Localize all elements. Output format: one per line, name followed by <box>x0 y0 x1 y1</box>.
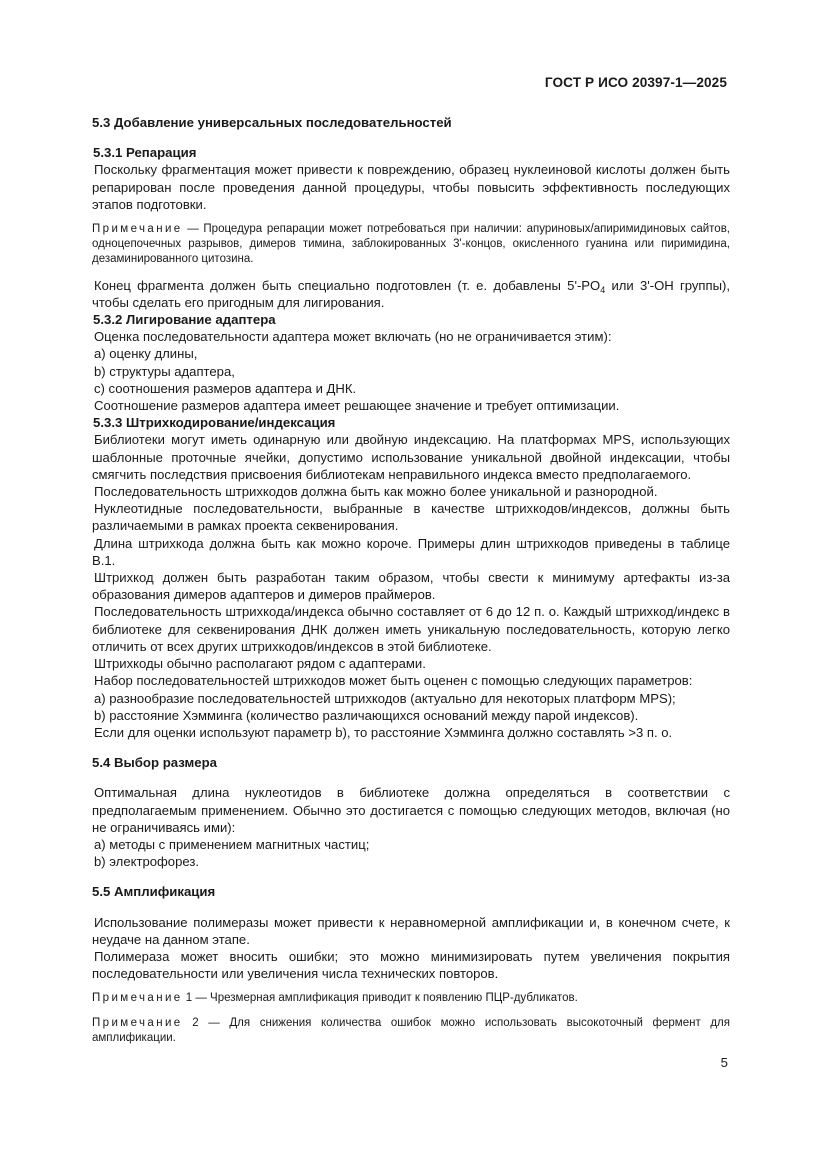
document-body <box>92 114 730 1046</box>
section-5-3-title: 5.3 Добавление универсальных последовательностей <box>92 115 452 130</box>
paragraph: Соотношение размеров адаптера имеет решающее значение и требует оптимизации. <box>94 398 620 414</box>
paragraph: Полимераза может вносить ошибки; это можно минимизировать путем увеличения покрытия последовательности или увеличения числа технических повторов. <box>92 948 730 982</box>
paragraph: Поскольку фрагментация может привести к повреждению, образец нуклеиновой кислоты должен быть репарирован после проведения данной процедуры, чтобы повысить эффективность последующих этапов подготовки. <box>92 162 730 212</box>
paragraph: Штрихкоды обычно располагают рядом с адаптерами. <box>94 656 426 672</box>
paragraph-part: или 3'-OH группы), чтобы сделать его пригодным для лигирования. <box>92 277 731 310</box>
paragraph: Использование полимеразы может привести к неравномерной амплификации и, в конечном счете, к неудаче на данном этапе. <box>92 914 730 947</box>
document-code: ГОСТ Р ИСО 20397-1—2025 <box>544 75 727 90</box>
page-number: 5 <box>720 1055 728 1070</box>
paragraph: Библиотеки могут иметь одинарную или двойную индексацию. На платформах MPS, использующих шаблонные проточные ячейки, допустимо использование уникальной двойной индексации, чтобы смягчить последствия присвоения библиотекам неправильного индекса вместо предполагаемого. <box>92 432 730 482</box>
note-label: Примечание <box>92 223 183 236</box>
paragraph: Оценка последовательности адаптера может включать (но не ограничивается этим): <box>94 329 612 345</box>
subscript: 4 <box>600 284 606 295</box>
list-item: b) структуры адаптера, <box>94 363 235 379</box>
paragraph: Оптимальная длина нуклеотидов в библиотеке должна определяться в соответствии с предполагаемым применением. Обычно это достигается с помощью следующих методов, включая (но не ограничиваясь ими): <box>92 785 730 835</box>
section-5-3-3-title: 5.3.3 Штрихкодирование/индексация <box>93 415 336 431</box>
note <box>92 1016 730 1046</box>
section-5-5-title: 5.5 Амплификация <box>92 884 216 900</box>
list-item: a) оценку длины, <box>94 346 198 362</box>
list-item: a) методы с применением магнитных частиц; <box>94 836 370 852</box>
paragraph: Штрихкод должен быть разработан таким образом, чтобы свести к минимуму артефакты из-за образования димеров адаптеров и димеров праймеров. <box>92 570 730 603</box>
section-5-3-1-title: 5.3.1 Репарация <box>93 145 197 161</box>
note <box>92 991 730 1006</box>
paragraph: Длина штрихкода должна быть как можно короче. Примеры длин штрихкодов приведены в таблице B.1. <box>92 535 730 568</box>
list-item: a) разнообразие последовательностей штрихкодов (актуально для некоторых платформ MPS); <box>94 690 676 706</box>
section-5-3-2-title: 5.3.2 Лигирование адаптера <box>93 312 276 328</box>
paragraph: Набор последовательностей штрихкодов может быть оценен с помощью следующих параметров: <box>94 673 693 689</box>
list-item: b) расстояние Хэмминга (количество различающихся оснований между парой индексов). <box>94 707 639 723</box>
note-text: 1 — Чрезмерная амплификация приводит к появлению ПЦР-дубликатов. <box>182 992 578 1005</box>
paragraph: Нуклеотидные последовательности, выбранные в качестве штрихкодов/индексов, должны быть различаемыми в рамках проекта секвенирования. <box>92 501 730 534</box>
section-5-4-title: 5.4 Выбор размера <box>92 755 217 771</box>
paragraph-part: Конец фрагмента должен быть специально подготовлен (т. е. добавлены 5'-PO <box>94 277 601 293</box>
note-text: — Процедура репарации может потребоваться при наличии: апуриновых/апиримидиновых сайтов, одноцепочечных разрывов, димеров тимина, заблокированных 3'-концов, окисленного гуанина или пиримидина, дезаминированного цитозина. <box>92 223 730 266</box>
list-item: b) электрофорез. <box>94 854 200 870</box>
paragraph <box>92 277 730 311</box>
note-label: Примечание <box>92 1016 183 1029</box>
note-text: 2 — Для снижения количества ошибок можно использовать высокоточный фермент для амплификации. <box>92 1016 730 1044</box>
paragraph: Если для оценки используют параметр b), то расстояние Хэмминга должно составлять >3 п. о. <box>94 724 673 740</box>
list-item: c) соотношения размеров адаптера и ДНК. <box>94 380 357 396</box>
note-label: Примечание <box>92 992 183 1005</box>
paragraph: Последовательность штрихкодов должна быть как можно более уникальной и разнородной. <box>94 484 658 500</box>
paragraph: Последовательность штрихкода/индекса обычно составляет от 6 до 12 п. о. Каждый штрихкод/индекс в библиотеке для секвенирования ДНК должен иметь уникальную последовательность, которую легко отличить от всех других штрихкодов/индексов в этой библиотеке. <box>92 604 730 654</box>
note <box>92 222 730 268</box>
